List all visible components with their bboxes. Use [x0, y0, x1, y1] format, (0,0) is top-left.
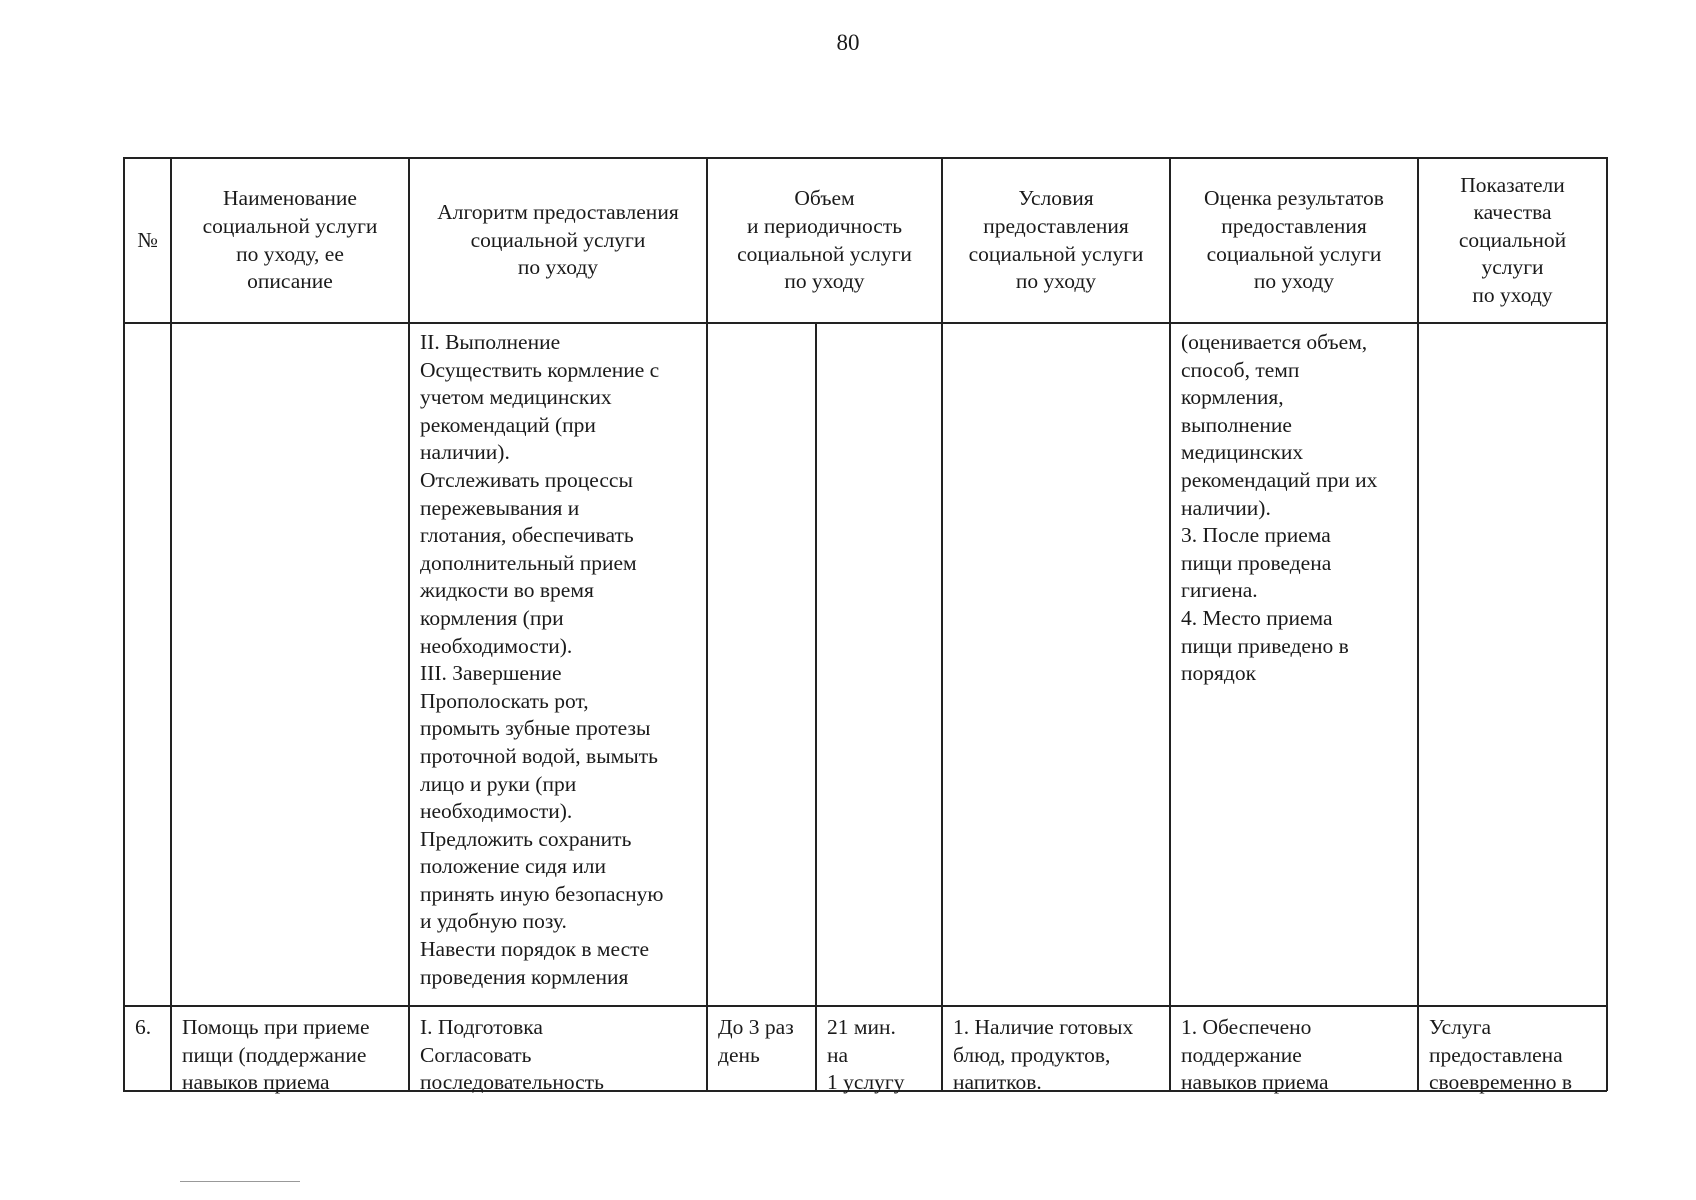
header-evaluation-text: Оценка результатов предоставления социальной услуги по уходу	[1204, 186, 1384, 294]
header-volume-text: Объем и периодичность социальной услуги по уходу	[737, 186, 912, 294]
continued-periodicity	[817, 325, 941, 1005]
header-quality-text: Показатели качества социальной услуги по уходу	[1458, 172, 1567, 307]
row-separator	[123, 1005, 1607, 1007]
header-number	[125, 159, 170, 322]
row6-number: 6.	[135, 1015, 152, 1039]
row6-algorithm: I. Подготовка Согласовать последовательность	[420, 1015, 604, 1094]
header-separator	[123, 322, 1607, 324]
row6-periodicity: 21 мин. на 1 услугу	[827, 1015, 905, 1094]
header-evaluation	[1171, 159, 1417, 322]
continued-conditions	[943, 325, 1169, 1005]
social-services-table	[123, 157, 1607, 1094]
row6-evaluation: 1. Обеспечено поддержание навыков приема	[1181, 1015, 1329, 1094]
header-conditions-text: Условия предоставления социальной услуги по уходу	[968, 186, 1144, 294]
continued-quality	[1419, 325, 1606, 1005]
header-algorithm	[410, 159, 706, 322]
row6-volume: До 3 раз день	[718, 1015, 794, 1067]
header-number-text: №	[137, 227, 158, 252]
header-service-name	[172, 159, 408, 322]
col-rule-7	[1606, 157, 1608, 1091]
continued-evaluation: (оценивается объем, способ, темп кормления, выполнение медицинских рекомендаций при их наличии). 3. После приема пищи проведена гигиена. 4. Место приема пищи приведено в порядок	[1181, 330, 1378, 686]
header-algorithm-text: Алгоритм предоставления социальной услуги по уходу	[437, 200, 679, 280]
continued-algorithm: II. Выполнение Осуществить кормление с учетом медицинских рекомендаций (при наличии). Отслеживать процессы пережевывания и глотания, обеспечивать дополнительный прием жидкости во время кормления (при необходимости). III. Завершение Прополоскать рот, промыть зубные протезы проточной водой, вымыть лицо и руки (при необходимости). Предложить сохранить положение сидя или принять иную безопасную и удобную позу. Навести порядок в месте проведения кормления	[420, 330, 664, 989]
header-quality	[1419, 159, 1606, 322]
continued-number	[125, 325, 170, 1005]
header-service-name-text: Наименование социальной услуги по уходу, ее описание	[202, 186, 378, 294]
header-volume	[708, 159, 941, 322]
row6-conditions: 1. Наличие готовых блюд, продуктов, напитков.	[953, 1015, 1134, 1094]
footer-rule	[180, 1181, 300, 1182]
page-number: 80	[836, 30, 860, 55]
row6-name: Помощь при приеме пищи (поддержание навыков приема	[182, 1015, 370, 1094]
continued-volume	[708, 325, 815, 1005]
continued-name	[172, 325, 408, 1005]
header-conditions	[943, 159, 1169, 322]
row6-quality: Услуга предоставлена своевременно в	[1429, 1015, 1572, 1094]
